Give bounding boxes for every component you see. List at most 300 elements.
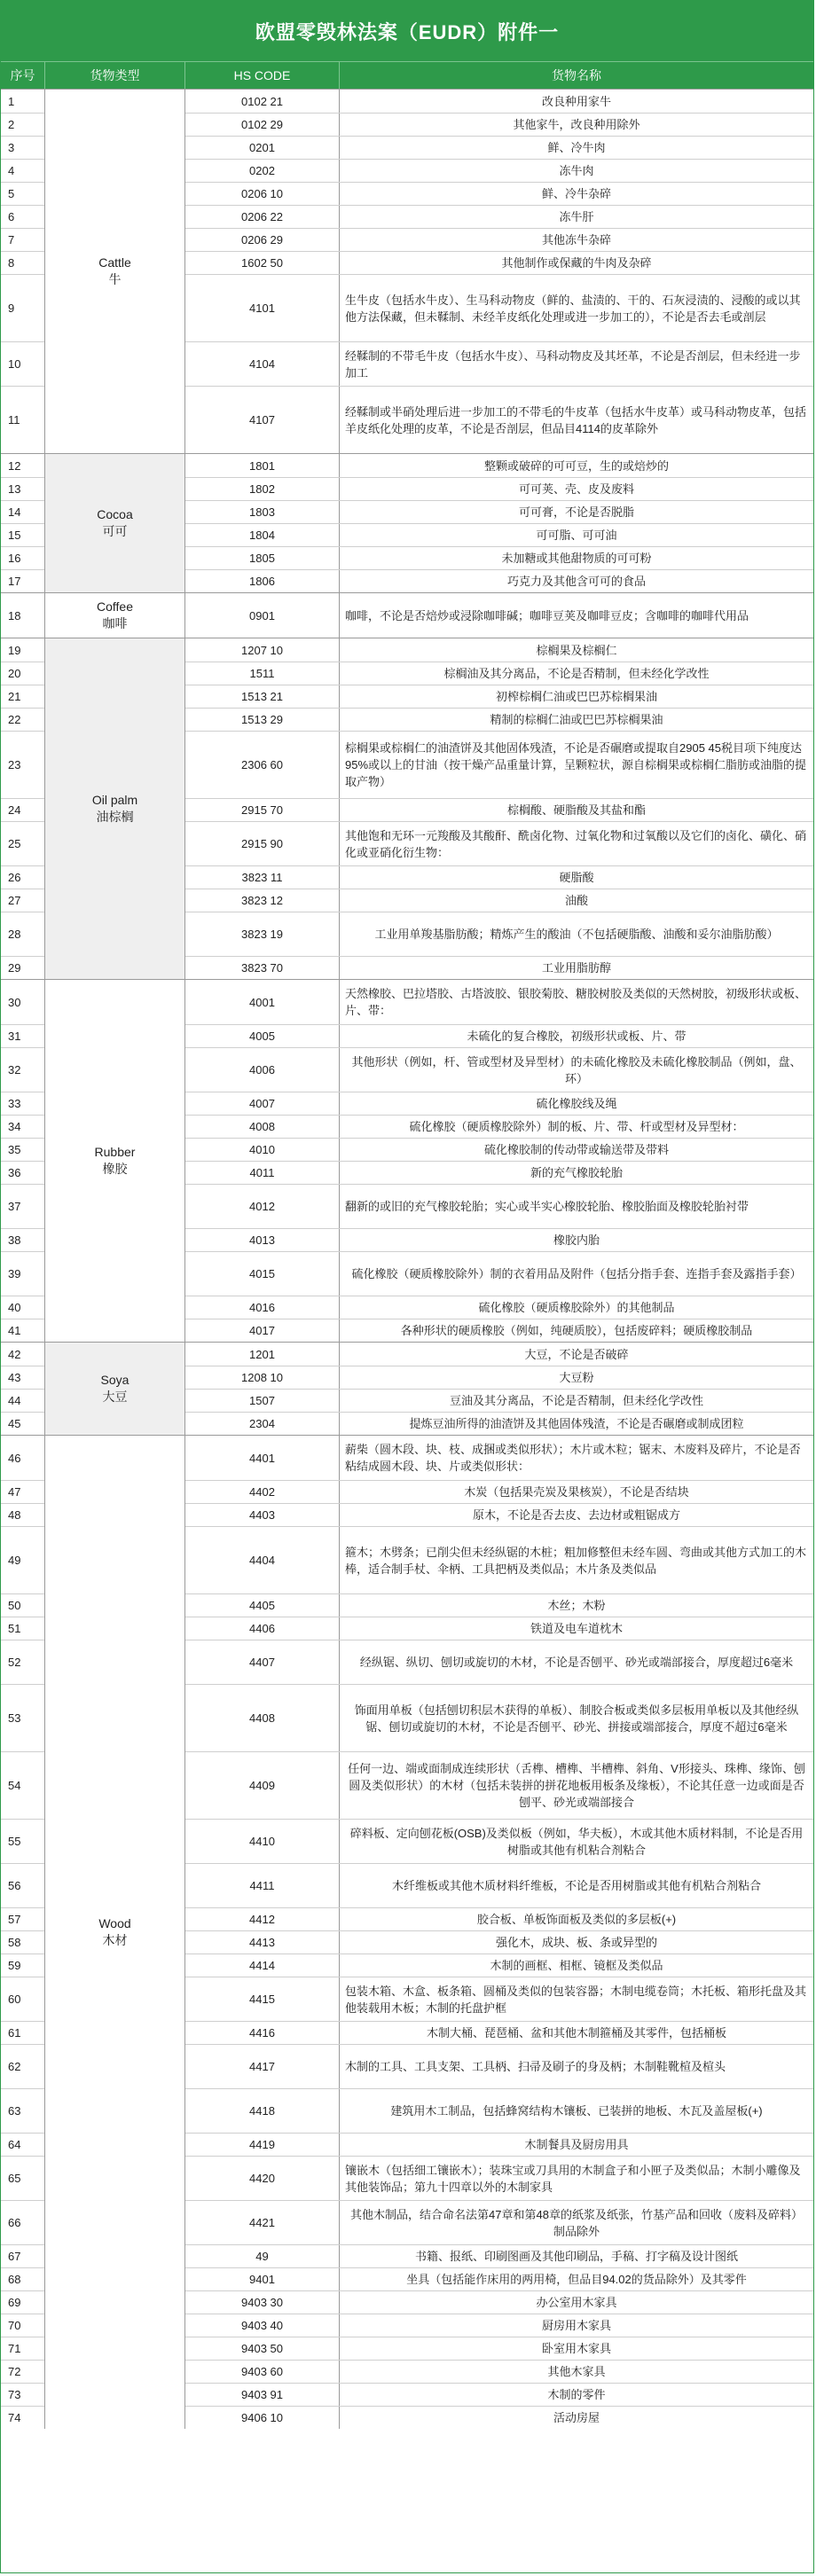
row-index: 36 — [1, 1161, 44, 1184]
table-row — [185, 1684, 813, 1751]
table-row — [185, 2290, 813, 2314]
hs-code: 4013 — [185, 1229, 340, 1251]
product-name: 精制的棕榈仁油或巴巴苏棕榈果油 — [490, 713, 663, 726]
header-hs-code: HS CODE — [185, 62, 340, 89]
hs-code: 3823 12 — [185, 889, 340, 912]
table-row — [185, 956, 813, 979]
table-body — [1, 89, 813, 2429]
hs-code: 49 — [185, 2245, 340, 2267]
hs-code: 4414 — [185, 1954, 340, 1977]
product-name: 新的充气橡胶轮胎 — [530, 1166, 623, 1179]
row-index: 8 — [1, 251, 44, 274]
product-name: 生牛皮（包括水牛皮）、生马科动物皮（鲜的、盐渍的、干的、石灰浸渍的、浸酸的或以其他方法保藏，但未鞣制、未经羊皮纸化处理或进一步加工的），不论是否去毛或剖层 — [345, 293, 801, 324]
product-name: 厨房用木家具 — [541, 2319, 611, 2332]
row-index: 6 — [1, 205, 44, 228]
hs-code: 2304 — [185, 1413, 340, 1435]
row-index: 40 — [1, 1296, 44, 1319]
hs-code: 1801 — [185, 454, 340, 477]
section-wood — [1, 1435, 813, 2429]
row-index: 71 — [1, 2337, 44, 2360]
index-column — [1, 454, 45, 592]
table-row — [185, 980, 813, 1024]
category-zh: 油棕榈 — [96, 810, 134, 824]
row-index: 39 — [1, 1251, 44, 1296]
hs-code: 1511 — [185, 662, 340, 685]
table-row — [185, 386, 813, 453]
product-name: 箍木；木劈条；已削尖但未经纵锯的木桩；粗加修整但未经车圆、弯曲或其他方式加工的木棒，适合制手杖、伞柄、工具把柄及类似品；木片条及类似品 — [345, 1545, 807, 1576]
hs-code: 4413 — [185, 1931, 340, 1954]
hs-code: 4016 — [185, 1296, 340, 1319]
hs-code: 4412 — [185, 1908, 340, 1930]
section-cocoa — [1, 453, 813, 592]
table-row — [185, 1228, 813, 1251]
product-name: 大豆，不论是否破碎 — [524, 1347, 629, 1361]
product-name: 大豆粉 — [559, 1371, 594, 1384]
hs-code: 4012 — [185, 1185, 340, 1228]
product-name: 木制餐具及厨房用具 — [524, 2138, 629, 2151]
product-name: 鲜、冷牛杂碎 — [541, 187, 611, 200]
hs-code: 4015 — [185, 1252, 340, 1296]
hs-code: 0206 29 — [185, 229, 340, 251]
row-index: 5 — [1, 182, 44, 205]
table-row — [185, 1412, 813, 1435]
hs-code: 1803 — [185, 501, 340, 523]
product-name: 木丝；木粉 — [547, 1599, 606, 1612]
product-name: 其他冻牛杂碎 — [541, 233, 611, 247]
product-name: 薪柴（圆木段、块、枝、成捆或类似形状）；木片或木粒；锯末、木废料及碎片，不论是否粘结成圆木段、块、片或类似形状： — [345, 1443, 801, 1473]
section-oil-palm — [1, 638, 813, 979]
table-row — [185, 2044, 813, 2088]
table-row — [185, 731, 813, 798]
section-coffee — [1, 592, 813, 638]
product-name: 胶合板、单板饰面板及类似的多层板(+) — [476, 1913, 677, 1926]
table-row — [185, 2200, 813, 2244]
product-name: 卧室用木家具 — [541, 2342, 611, 2355]
hs-code: 3823 11 — [185, 866, 340, 889]
product-name: 木制的画框、相框、镜框及类似品 — [490, 1959, 663, 1972]
product-name: 改良种用家牛 — [541, 94, 611, 108]
table-row — [185, 90, 813, 113]
product-name: 其他木制品，结合命名法第47章和第48章的纸浆及纸张，竹基产品和回收（废料及碎料）制品除外 — [350, 2207, 803, 2238]
row-index: 11 — [1, 386, 44, 453]
hs-code: 4408 — [185, 1685, 340, 1751]
hs-code: 1513 29 — [185, 709, 340, 731]
product-name: 坐具（包括能作床用的两用椅，但品目94.02的货品除外）及其零件 — [406, 2273, 747, 2286]
hs-code: 4410 — [185, 1820, 340, 1863]
hs-code: 4104 — [185, 342, 340, 386]
row-index: 26 — [1, 865, 44, 889]
table-row — [185, 821, 813, 865]
product-name: 提炼豆油所得的油渣饼及其他固体残渣，不论是否碾磨或制成团粒 — [409, 1417, 744, 1430]
hs-code: 0102 21 — [185, 90, 340, 113]
hs-code: 4416 — [185, 2022, 340, 2044]
table-header — [1, 61, 813, 89]
category-en: Oil palm — [91, 793, 138, 807]
product-name: 办公室用木家具 — [536, 2296, 617, 2309]
category-cell — [45, 1343, 185, 1435]
product-name: 木纤维板或其他木质材料纤维板，不论是否用树脂或其他有机粘合剂粘合 — [391, 1879, 761, 1892]
row-index: 9 — [1, 274, 44, 341]
table-row — [185, 1251, 813, 1296]
category-cell — [45, 638, 185, 979]
table-row — [185, 1593, 813, 1617]
rows — [185, 980, 813, 1342]
row-index: 49 — [1, 1526, 44, 1593]
row-index: 64 — [1, 2133, 44, 2156]
row-index: 43 — [1, 1366, 44, 1389]
table-row — [185, 662, 813, 685]
product-name: 油酸 — [564, 894, 588, 907]
product-name: 硫化橡胶（硬质橡胶除外）制的板、片、带、杆或型材及异型材： — [409, 1120, 744, 1133]
product-name: 冻牛肝 — [559, 210, 594, 223]
row-index: 59 — [1, 1954, 44, 1977]
product-name: 包装木箱、木盒、板条箱、圆桶及类似的包装容器；木制电缆卷筒；木托板、箱形托盘及其他装载用木板；木制的托盘护框 — [345, 1984, 807, 2015]
hs-code: 1507 — [185, 1390, 340, 1412]
header-category: 货物类型 — [45, 62, 185, 89]
row-index: 53 — [1, 1684, 44, 1751]
hs-code: 0901 — [185, 593, 340, 638]
table-row — [185, 2244, 813, 2267]
product-name: 饰面用单板（包括刨切积层木获得的单板）、制胶合板或类似多层板用单板以及其他经纵锯、刨切或旋切的木材，不论是否刨平、砂光、拼接或端部接合，厚度不超过6毫米 — [354, 1703, 799, 1734]
row-index: 30 — [8, 995, 21, 1009]
section-soya — [1, 1342, 813, 1435]
index-column — [1, 1343, 45, 1435]
row-index: 38 — [1, 1228, 44, 1251]
table-row — [185, 1047, 813, 1092]
hs-code: 0206 10 — [185, 183, 340, 205]
index-column — [1, 90, 45, 453]
product-name: 未加糖或其他甜物质的可可粉 — [501, 552, 652, 565]
row-index: 27 — [1, 889, 44, 912]
row-index: 19 — [8, 643, 21, 657]
hs-code: 1201 — [185, 1343, 340, 1366]
hs-code: 2915 70 — [185, 799, 340, 821]
index-column — [1, 980, 45, 1342]
product-name: 经鞣制的不带毛牛皮（包括水牛皮）、马科动物皮及其坯革，不论是否剖层，但未经进一步加工 — [345, 348, 801, 380]
table-row — [185, 2337, 813, 2360]
row-index: 61 — [1, 2021, 44, 2044]
table-row — [185, 2267, 813, 2290]
row-index: 31 — [1, 1024, 44, 1047]
product-name: 整颗或破碎的可可豆，生的或焙炒的 — [483, 458, 669, 473]
table-row — [185, 2156, 813, 2200]
table-row — [185, 1907, 813, 1930]
hs-code: 4010 — [185, 1139, 340, 1161]
hs-code: 4005 — [185, 1025, 340, 1047]
table-row — [185, 708, 813, 731]
hs-code: 4107 — [185, 387, 340, 453]
hs-code: 4401 — [185, 1436, 340, 1480]
hs-code: 3823 70 — [185, 957, 340, 979]
product-name: 硬脂酸 — [559, 871, 594, 884]
table-row — [185, 136, 813, 159]
row-index: 16 — [1, 546, 44, 569]
table-row — [185, 274, 813, 341]
hs-code: 4101 — [185, 275, 340, 341]
row-index: 13 — [1, 477, 44, 500]
table-row — [185, 1503, 813, 1526]
table-row — [185, 1480, 813, 1503]
category-en: Cocoa — [97, 507, 133, 521]
table-row — [185, 798, 813, 821]
product-name: 经纵锯、纵切、刨切或旋切的木材，不论是否刨平、砂光或端部接合，厚度超过6毫米 — [359, 1656, 794, 1669]
hs-code: 0202 — [185, 160, 340, 182]
table-row — [185, 1319, 813, 1342]
product-name: 书籍、报纸、印刷图画及其他印刷品，手稿、打字稿及设计图纸 — [414, 2250, 738, 2263]
rows — [185, 454, 813, 592]
table-row — [185, 454, 813, 477]
row-index: 63 — [1, 2088, 44, 2133]
row-index: 29 — [1, 956, 44, 979]
product-name: 鲜、冷牛肉 — [547, 141, 606, 154]
table-row — [185, 638, 813, 662]
hs-code: 4405 — [185, 1594, 340, 1617]
row-index: 21 — [1, 685, 44, 708]
table-row — [185, 546, 813, 569]
row-index: 62 — [1, 2044, 44, 2088]
product-name: 其他饱和无环一元羧酸及其酸酐、酰卤化物、过氧化物和过氧酸以及它们的卤化、磺化、硝化或亚硝化衍生物： — [345, 828, 807, 859]
product-name: 硫化橡胶制的传动带或输送带及带料 — [483, 1143, 669, 1156]
row-index: 42 — [8, 1347, 21, 1361]
row-index: 56 — [1, 1863, 44, 1907]
hs-code: 9403 50 — [185, 2337, 340, 2360]
hs-code: 4418 — [185, 2089, 340, 2133]
row-index: 58 — [1, 1930, 44, 1954]
hs-code: 9403 60 — [185, 2361, 340, 2383]
row-index: 3 — [1, 136, 44, 159]
header-name: 货物名称 — [552, 68, 601, 82]
row-index: 46 — [8, 1451, 21, 1465]
category-cell — [45, 1436, 185, 2429]
category-en: Coffee — [97, 599, 133, 614]
row-index: 67 — [1, 2244, 44, 2267]
category-zh: 橡胶 — [102, 1162, 128, 1176]
rows — [185, 90, 813, 453]
category-zh: 大豆 — [102, 1390, 128, 1404]
hs-code: 4011 — [185, 1162, 340, 1184]
product-name: 其他制作或保藏的牛肉及杂碎 — [501, 256, 652, 270]
index-column — [1, 593, 45, 638]
row-index: 20 — [1, 662, 44, 685]
hs-code: 1602 50 — [185, 252, 340, 274]
category-zh: 牛 — [108, 272, 122, 286]
table-row — [185, 1389, 813, 1412]
page-title: 欧盟零毁林法案（EUDR）附件一 — [1, 1, 813, 61]
hs-code: 2915 90 — [185, 822, 340, 865]
product-name: 木制大桶、琵琶桶、盆和其他木制箍桶及其零件，包括桶板 — [426, 2026, 726, 2040]
hs-code: 4402 — [185, 1481, 340, 1503]
hs-code: 4001 — [185, 980, 340, 1024]
row-index: 52 — [1, 1640, 44, 1684]
hs-code: 9403 91 — [185, 2384, 340, 2406]
header-index: 序号 — [1, 62, 45, 89]
table-row — [185, 205, 813, 228]
row-index: 7 — [1, 228, 44, 251]
category-en: Cattle — [98, 255, 131, 270]
index-column — [1, 1436, 45, 2429]
row-index: 48 — [1, 1503, 44, 1526]
product-name: 各种形状的硬质橡胶（例如，纯硬质胶），包括废碎料；硬质橡胶制品 — [400, 1324, 753, 1337]
row-index: 51 — [1, 1617, 44, 1640]
hs-code: 9403 30 — [185, 2291, 340, 2314]
product-name: 强化木，成块、板、条或异型的 — [495, 1936, 657, 1949]
hs-code: 9406 10 — [185, 2407, 340, 2429]
table-row — [185, 569, 813, 592]
product-name: 棕榈果或棕榈仁的油渣饼及其他固体残渣，不论是否碾磨或提取自2905 45税目项下纯度达95%或以上的甘油（按干燥产品重量计算，呈颗粒状，源自棕榈果或棕榈仁脂肪或油脂的提取产物） — [345, 741, 807, 788]
category-en: Wood — [98, 1916, 131, 1930]
table-row — [185, 2314, 813, 2337]
hs-code: 9401 — [185, 2268, 340, 2290]
hs-code: 0206 22 — [185, 206, 340, 228]
hs-code: 4417 — [185, 2045, 340, 2088]
table-row — [185, 1863, 813, 1907]
product-name: 橡胶内胎 — [553, 1233, 600, 1247]
row-index: 1 — [8, 94, 15, 108]
table-row — [185, 1436, 813, 1480]
table-row — [185, 1751, 813, 1819]
row-index: 28 — [1, 912, 44, 956]
row-index: 25 — [1, 821, 44, 865]
hs-code: 1804 — [185, 524, 340, 546]
hs-code: 2306 60 — [185, 732, 340, 798]
hs-code: 4008 — [185, 1116, 340, 1138]
product-name: 硫化橡胶（硬质橡胶除外）制的衣着用品及附件（包括分指手套、连指手套及露指手套） — [351, 1267, 802, 1280]
product-name: 其他形状（例如，杆、管或型材及异型材）的未硫化橡胶及未硫化橡胶制品（例如，盘、环） — [351, 1054, 802, 1085]
hs-code: 4403 — [185, 1504, 340, 1526]
table-row — [185, 500, 813, 523]
row-index: 47 — [1, 1480, 44, 1503]
hs-code: 0201 — [185, 137, 340, 159]
rows — [185, 1436, 813, 2429]
table-row — [185, 889, 813, 912]
hs-code: 9403 40 — [185, 2314, 340, 2337]
product-name: 未硫化的复合橡胶，初级形状或板、片、带 — [467, 1030, 687, 1043]
row-index: 74 — [1, 2406, 44, 2429]
table-row — [185, 113, 813, 136]
hs-code: 1805 — [185, 547, 340, 569]
table-row — [185, 477, 813, 500]
row-index: 45 — [1, 1412, 44, 1435]
row-index: 18 — [8, 608, 21, 622]
product-name: 棕榈油及其分离品，不论是否精制，但未经化学改性 — [443, 667, 710, 680]
product-name: 翻新的或旧的充气橡胶轮胎；实心或半实心橡胶轮胎、橡胶胎面及橡胶轮胎衬带 — [345, 1200, 749, 1213]
hs-code: 4017 — [185, 1319, 340, 1342]
hs-code: 3823 19 — [185, 912, 340, 956]
product-name: 棕榈果及棕榈仁 — [536, 643, 617, 657]
row-index: 72 — [1, 2360, 44, 2383]
row-index: 32 — [1, 1047, 44, 1092]
rows — [185, 1343, 813, 1435]
hs-code: 4006 — [185, 1048, 340, 1092]
table-row — [185, 1526, 813, 1593]
section-rubber — [1, 979, 813, 1342]
table-row — [185, 1640, 813, 1684]
hs-code: 4406 — [185, 1617, 340, 1640]
product-name: 巧克力及其他含可可的食品 — [506, 575, 646, 588]
row-index: 66 — [1, 2200, 44, 2244]
row-index: 17 — [1, 569, 44, 592]
hs-code: 0102 29 — [185, 114, 340, 136]
table-row — [185, 2406, 813, 2429]
row-index: 15 — [1, 523, 44, 546]
table-row — [185, 228, 813, 251]
row-index: 65 — [1, 2156, 44, 2200]
table-row — [185, 1115, 813, 1138]
row-index: 2 — [1, 113, 44, 136]
row-index: 57 — [1, 1907, 44, 1930]
table-row — [185, 865, 813, 889]
product-name: 可可脂、可可油 — [536, 529, 617, 542]
product-name: 任何一边、端或面制成连续形状（舌榫、槽榫、半槽榫、斜角、V形接头、珠榫、缘饰、刨圆及类似形状）的木材（包括未装拼的拼花地板用板条及缘板），不论其任意一边或面是否刨平、砂光或端部接合 — [348, 1762, 805, 1809]
table-row — [185, 182, 813, 205]
row-index: 68 — [1, 2267, 44, 2290]
product-name: 经鞣制或半硝处理后进一步加工的不带毛的牛皮革（包括水牛皮革）或马科动物皮革，包括羊皮纸化处理的皮革，不论是否剖层，但品目4114的皮革除外 — [345, 404, 807, 435]
table-row — [185, 1161, 813, 1184]
product-name: 木制的工具、工具支架、工具柄、扫帚及刷子的身及柄；木制鞋靴楦及楦头 — [345, 2060, 726, 2073]
product-name: 可可膏，不论是否脱脂 — [518, 505, 634, 519]
table-row — [185, 1184, 813, 1228]
table-row — [185, 1819, 813, 1863]
table-row — [185, 1977, 813, 2021]
category-cell — [45, 593, 185, 638]
hs-code: 1513 21 — [185, 685, 340, 708]
product-name: 活动房屋 — [553, 2411, 600, 2424]
product-name: 豆油及其分离品，不论是否精制，但未经化学改性 — [449, 1394, 703, 1407]
table-row — [185, 685, 813, 708]
product-name: 硫化橡胶线及绳 — [536, 1097, 617, 1110]
table-row — [185, 159, 813, 182]
row-index: 69 — [1, 2290, 44, 2314]
category-zh: 木材 — [102, 1933, 128, 1947]
row-index: 50 — [1, 1593, 44, 1617]
row-index: 14 — [1, 500, 44, 523]
product-name: 冻牛肉 — [559, 164, 594, 177]
rows — [185, 638, 813, 979]
table-row — [185, 341, 813, 386]
row-index: 4 — [1, 159, 44, 182]
table-row — [185, 251, 813, 274]
row-index: 55 — [1, 1819, 44, 1863]
category-en: Rubber — [94, 1145, 136, 1159]
table-row — [185, 1138, 813, 1161]
hs-code: 4409 — [185, 1752, 340, 1819]
product-name: 硫化橡胶（硬质橡胶除外）的其他制品 — [478, 1301, 675, 1314]
table-row — [185, 593, 813, 638]
row-index: 33 — [1, 1092, 44, 1115]
rows — [185, 593, 813, 638]
product-name: 可可荚、壳、皮及废料 — [518, 482, 634, 496]
index-column — [1, 638, 45, 979]
product-name: 工业用脂肪醇 — [541, 961, 611, 975]
hs-code: 4407 — [185, 1640, 340, 1684]
row-index: 12 — [8, 458, 21, 473]
hs-code: 4007 — [185, 1092, 340, 1115]
hs-code: 4419 — [185, 2134, 340, 2156]
product-name: 工业用单羧基脂肪酸；精炼产生的酸油（不包括硬脂酸、油酸和妥尔油脂肪酸） — [374, 928, 779, 941]
product-name: 木炭（包括果壳炭及果核炭），不论是否结块 — [464, 1485, 689, 1499]
table-row — [185, 523, 813, 546]
table-row — [185, 2133, 813, 2156]
product-name: 原木，不论是否去皮、去边材或粗锯成方 — [472, 1508, 680, 1522]
section-cattle — [1, 89, 813, 453]
row-index: 10 — [1, 341, 44, 386]
row-index: 23 — [1, 731, 44, 798]
table-row — [185, 1343, 813, 1366]
product-name: 碎料板、定向刨花板(OSB)及类似板（例如，华夫板），木或其他木质材料制，不论是否用树脂或其他有机粘合剂粘合 — [349, 1826, 804, 1857]
table-row — [185, 1617, 813, 1640]
category-zh: 可可 — [102, 524, 128, 538]
category-cell — [45, 980, 185, 1342]
